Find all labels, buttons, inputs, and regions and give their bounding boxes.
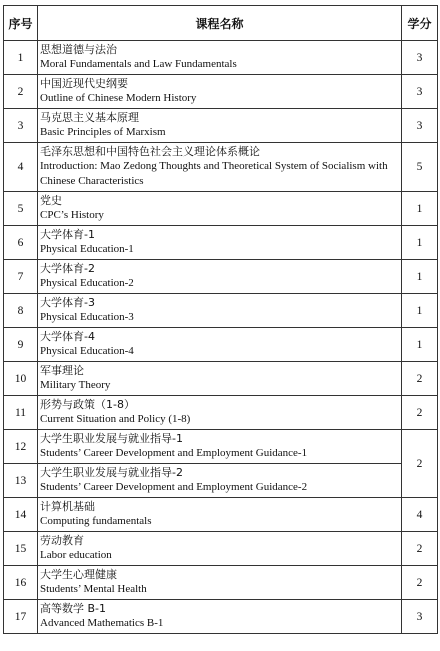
course-name-en: Outline of Chinese Modern History xyxy=(40,92,197,104)
credit-cell: 2 xyxy=(402,362,438,396)
course-name-cell xyxy=(38,109,402,143)
course-name-cell xyxy=(38,396,402,430)
row-number: 9 xyxy=(4,328,38,362)
table-row xyxy=(4,566,438,600)
course-name-cell xyxy=(38,532,402,566)
course-name-cn: 军事理论 xyxy=(40,364,84,377)
row-number: 10 xyxy=(4,362,38,396)
course-name-cn: 中国近现代史纲要 xyxy=(40,77,128,90)
course-name-cell xyxy=(38,143,402,192)
credit-cell: 3 xyxy=(402,41,438,75)
row-number: 2 xyxy=(4,75,38,109)
course-name-cn: 高等数学 B-1 xyxy=(40,602,107,615)
course-name-cell xyxy=(38,294,402,328)
credit-cell: 4 xyxy=(402,498,438,532)
course-name-en: Physical Education-2 xyxy=(40,277,134,289)
credit-cell: 1 xyxy=(402,192,438,226)
row-number: 17 xyxy=(4,600,38,634)
row-number: 4 xyxy=(4,143,38,192)
course-name-en: Students’ Mental Health xyxy=(40,583,147,595)
course-name-cn: 马克思主义基本原理 xyxy=(40,111,139,124)
row-number: 12 xyxy=(4,430,38,464)
table-row xyxy=(4,226,438,260)
course-name-cell xyxy=(38,260,402,294)
course-name-cn: 大学生职业发展与就业指导-1 xyxy=(40,432,183,445)
course-name-cn: 大学体育-3 xyxy=(40,296,95,309)
table-row xyxy=(4,41,438,75)
table-row xyxy=(4,498,438,532)
credit-cell-merged: 2 xyxy=(402,430,438,498)
course-name-en: Current Situation and Policy (1-8) xyxy=(40,413,191,425)
row-number: 16 xyxy=(4,566,38,600)
course-name-en: Basic Principles of Marxism xyxy=(40,126,166,138)
course-name-cn: 大学生心理健康 xyxy=(40,568,117,581)
course-name-cn: 形势与政策（1-8） xyxy=(40,398,135,411)
header-row xyxy=(4,6,438,41)
table-row xyxy=(4,328,438,362)
row-number: 6 xyxy=(4,226,38,260)
credit-cell: 1 xyxy=(402,294,438,328)
course-name-cell xyxy=(38,75,402,109)
course-name-en: Introduction: Mao Zedong Thoughts and Theoretical System of Socialism with Chinese Characteristics xyxy=(40,160,388,187)
course-name-cell xyxy=(38,498,402,532)
course-name-cn: 党史 xyxy=(40,194,62,207)
course-name-cell xyxy=(38,226,402,260)
row-number: 1 xyxy=(4,41,38,75)
course-name-cn: 大学体育-2 xyxy=(40,262,95,275)
course-name-en: Moral Fundamentals and Law Fundamentals xyxy=(40,58,237,70)
credit-cell: 2 xyxy=(402,532,438,566)
course-name-cn: 毛泽东思想和中国特色社会主义理论体系概论 xyxy=(40,145,260,158)
course-name-cell xyxy=(38,192,402,226)
row-number: 8 xyxy=(4,294,38,328)
table-row xyxy=(4,532,438,566)
course-name-cn: 思想道德与法治 xyxy=(40,43,117,56)
credit-cell: 3 xyxy=(402,600,438,634)
course-name-cn: 大学体育-4 xyxy=(40,330,95,343)
course-name-cell xyxy=(38,600,402,634)
table-row xyxy=(4,430,438,464)
credit-cell: 3 xyxy=(402,109,438,143)
row-number: 14 xyxy=(4,498,38,532)
row-number: 5 xyxy=(4,192,38,226)
credit-cell: 2 xyxy=(402,566,438,600)
table-row xyxy=(4,192,438,226)
table-row xyxy=(4,75,438,109)
table-row xyxy=(4,143,438,192)
course-name-cell xyxy=(38,430,402,464)
course-name-en: Physical Education-4 xyxy=(40,345,134,357)
course-name-cell xyxy=(38,566,402,600)
course-table-wrapper xyxy=(3,5,437,634)
credit-cell: 5 xyxy=(402,143,438,192)
header-index: 序号 xyxy=(4,6,38,41)
header-credit: 学分 xyxy=(402,6,438,41)
credit-cell: 1 xyxy=(402,328,438,362)
row-number: 15 xyxy=(4,532,38,566)
table-row xyxy=(4,464,438,498)
course-name-cell xyxy=(38,464,402,498)
table-row xyxy=(4,600,438,634)
course-name-cn: 大学生职业发展与就业指导-2 xyxy=(40,466,183,479)
table-row xyxy=(4,294,438,328)
credit-cell: 3 xyxy=(402,75,438,109)
row-number: 7 xyxy=(4,260,38,294)
credit-cell: 1 xyxy=(402,226,438,260)
credit-cell: 2 xyxy=(402,396,438,430)
course-name-en: Students’ Career Development and Employment Guidance-1 xyxy=(40,447,308,459)
course-name-cn: 大学体育-1 xyxy=(40,228,95,241)
row-number: 11 xyxy=(4,396,38,430)
course-name-cn: 计算机基础 xyxy=(40,500,95,513)
course-name-cell xyxy=(38,362,402,396)
course-name-en: Students’ Career Development and Employment Guidance-2 xyxy=(40,481,308,493)
course-name-en: Advanced Mathematics B-1 xyxy=(40,617,164,629)
header-course-name: 课程名称 xyxy=(38,6,402,41)
course-name-en: Military Theory xyxy=(40,379,111,391)
course-name-cell xyxy=(38,328,402,362)
course-name-cell xyxy=(38,41,402,75)
course-table xyxy=(3,5,438,634)
table-row xyxy=(4,362,438,396)
row-number: 3 xyxy=(4,109,38,143)
course-name-cn: 劳动教育 xyxy=(40,534,84,547)
course-name-en: Physical Education-3 xyxy=(40,311,134,323)
course-name-en: Labor education xyxy=(40,549,112,561)
credit-cell: 1 xyxy=(402,260,438,294)
table-row xyxy=(4,260,438,294)
course-name-en: Computing fundamentals xyxy=(40,515,152,527)
table-row xyxy=(4,109,438,143)
course-name-en: CPC’s History xyxy=(40,209,104,221)
row-number: 13 xyxy=(4,464,38,498)
course-name-en: Physical Education-1 xyxy=(40,243,134,255)
table-row xyxy=(4,396,438,430)
